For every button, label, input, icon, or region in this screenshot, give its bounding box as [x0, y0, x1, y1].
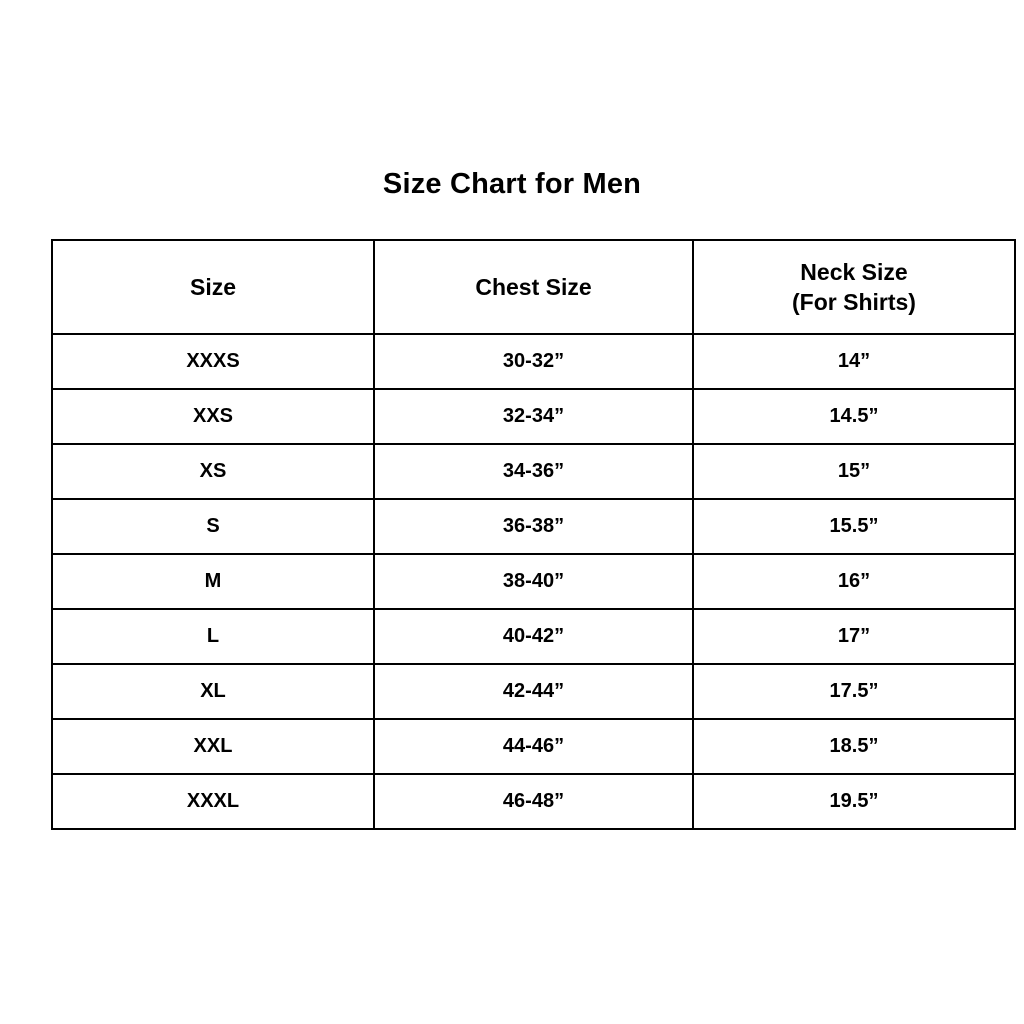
cell-neck: 16” [693, 554, 1015, 609]
cell-neck: 14” [693, 334, 1015, 389]
cell-chest: 40-42” [374, 609, 693, 664]
table-row [52, 609, 1015, 664]
cell-chest: 44-46” [374, 719, 693, 774]
column-header-neck-size [693, 240, 1015, 334]
table-header [52, 240, 1015, 334]
table-row [52, 664, 1015, 719]
cell-neck: 15” [693, 444, 1015, 499]
cell-size: XL [52, 664, 374, 719]
column-header-chest-size-label: Chest Size [475, 273, 592, 300]
cell-neck: 17” [693, 609, 1015, 664]
column-header-size-label: Size [189, 273, 237, 300]
table-row [52, 334, 1015, 389]
table-row [52, 719, 1015, 774]
column-header-neck-size-sublabel: (For Shirts) [792, 289, 916, 315]
cell-size: XXXS [52, 334, 374, 389]
table-row [52, 389, 1015, 444]
table-row [52, 444, 1015, 499]
cell-neck: 15.5” [693, 499, 1015, 554]
cell-chest: 46-48” [374, 774, 693, 829]
column-header-chest-size [374, 240, 693, 334]
cell-size: XS [52, 444, 374, 499]
cell-chest: 32-34” [374, 389, 693, 444]
table-row [52, 499, 1015, 554]
cell-chest: 34-36” [374, 444, 693, 499]
column-header-neck-size-label: Neck Size [800, 258, 908, 285]
cell-neck: 14.5” [693, 389, 1015, 444]
cell-size: L [52, 609, 374, 664]
cell-chest: 38-40” [374, 554, 693, 609]
cell-chest: 30-32” [374, 334, 693, 389]
cell-size: M [52, 554, 374, 609]
cell-size: XXXL [52, 774, 374, 829]
cell-size: XXL [52, 719, 374, 774]
column-header-size [52, 240, 374, 334]
cell-chest: 36-38” [374, 499, 693, 554]
table-row [52, 774, 1015, 829]
cell-chest: 42-44” [374, 664, 693, 719]
table-row [52, 554, 1015, 609]
cell-size: XXS [52, 389, 374, 444]
cell-size: S [52, 499, 374, 554]
table-header-row [52, 240, 1015, 334]
cell-neck: 17.5” [693, 664, 1015, 719]
table-body [52, 334, 1015, 829]
size-chart-table [51, 239, 1016, 830]
page-title: Size Chart for Men [382, 168, 642, 200]
cell-neck: 18.5” [693, 719, 1015, 774]
cell-neck: 19.5” [693, 774, 1015, 829]
